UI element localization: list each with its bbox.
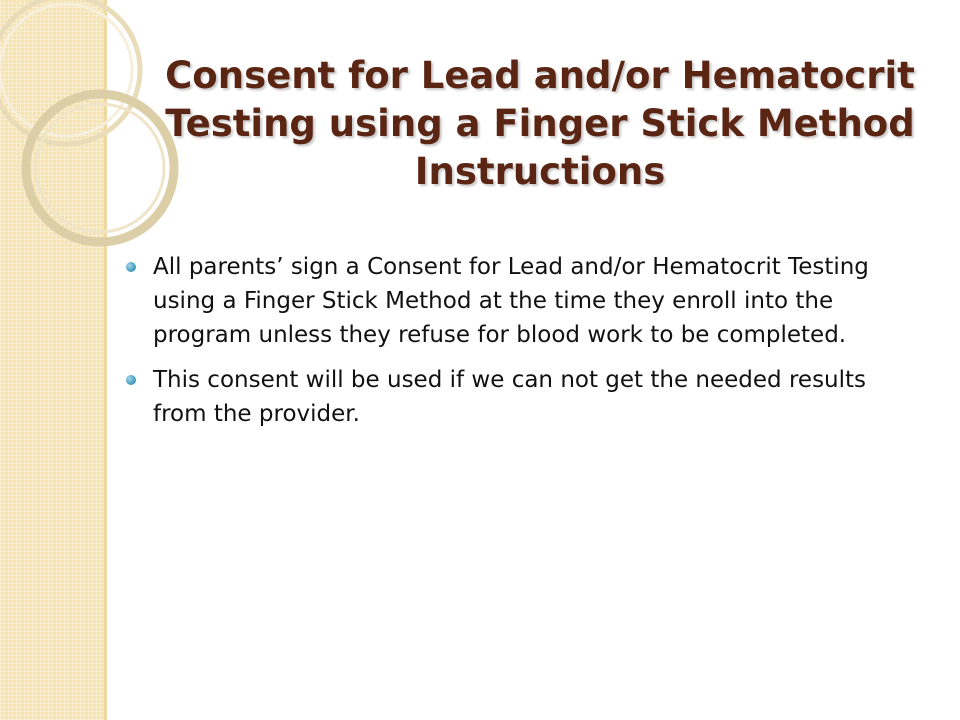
bullet-text: This consent will be used if we can not get the needed results from the provider. xyxy=(153,367,867,427)
bullet-dot-icon xyxy=(126,262,136,272)
bullet-dot-icon xyxy=(126,375,136,385)
bullet-item xyxy=(126,250,926,352)
bullet-text: All parents’ sign a Consent for Lead and/or Hematocrit Testing using a Finger Stick Method at the time they enroll into the program unless they refuse for blood work to be completed. xyxy=(153,254,869,348)
title-line: Instructions xyxy=(414,150,666,193)
bullet-item xyxy=(126,363,926,431)
bullet-list xyxy=(126,250,926,442)
side-band xyxy=(0,0,107,720)
title-line: Testing using a Finger Stick Method xyxy=(165,102,915,145)
side-band-edge xyxy=(104,0,107,720)
slide-title xyxy=(150,52,930,196)
title-line: Consent for Lead and/or Hematocrit xyxy=(165,54,915,97)
